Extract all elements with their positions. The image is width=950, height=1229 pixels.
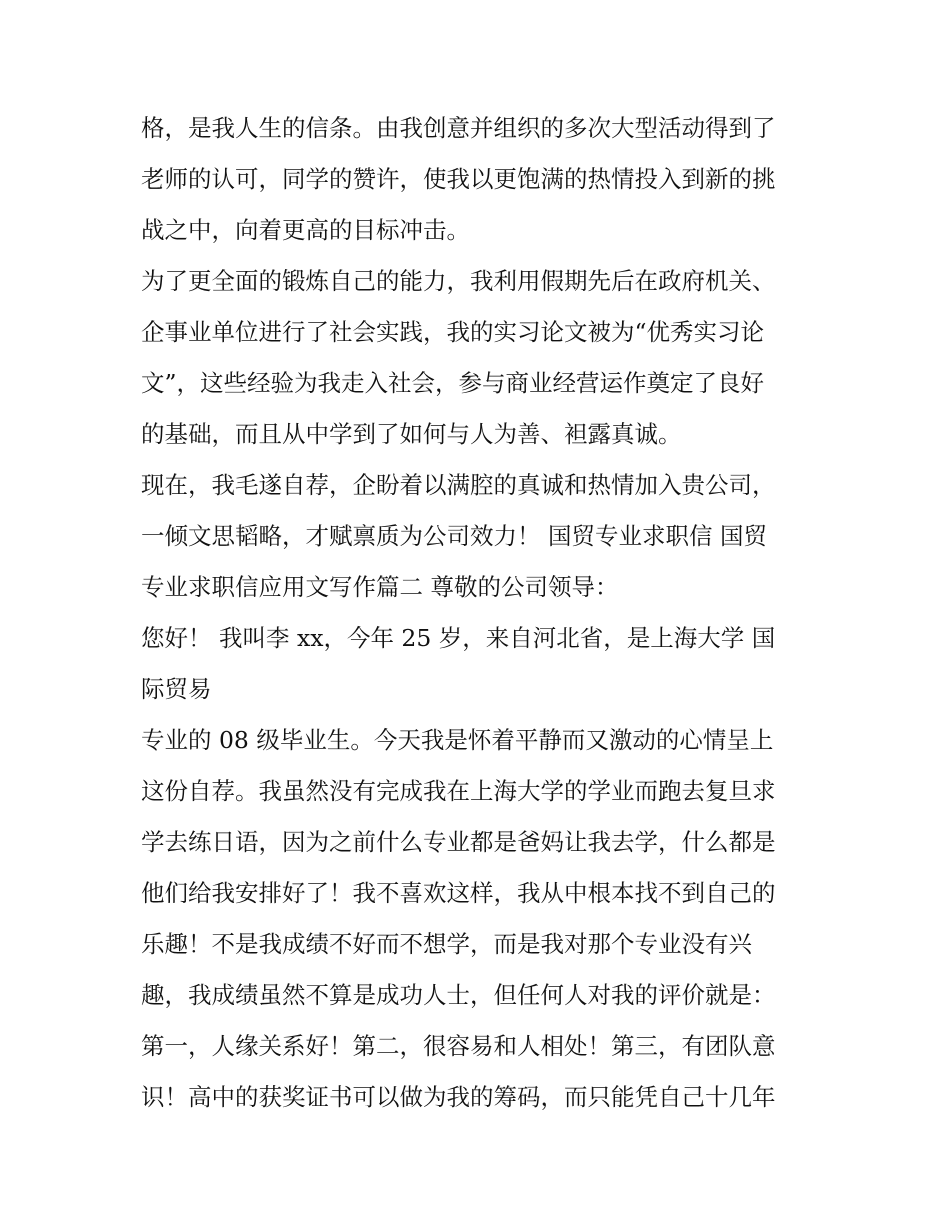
text-line-11: 您好！ 我叫李 xx，今年 25 岁，来自河北省，是上海大学 国 xyxy=(141,624,776,652)
text-line-15: 学去练日语，因为之前什么专业都是爸妈让我去学，什么都是 xyxy=(141,828,776,856)
text-line-17: 乐趣！不是我成绩不好而不想学，而是我对那个专业没有兴 xyxy=(141,930,752,958)
text-line-19: 第一，人缘关系好！第二，很容易和人相处！第三，有团队意 xyxy=(141,1032,776,1060)
text-line-7: 的基础，而且从中学到了如何与人为善、袒露真诚。 xyxy=(141,420,682,448)
document-body xyxy=(141,103,821,1123)
text-line-9: 一倾文思韬略，才赋禀质为公司效力！ 国贸专业求职信 国贸 xyxy=(141,522,767,550)
text-line-14: 这份自荐。我虽然没有完成我在上海大学的学业而跑去复旦求 xyxy=(141,777,776,805)
text-line-3: 战之中，向着更高的目标冲击。 xyxy=(141,216,470,244)
text-line-8: 现在，我毛遂自荐，企盼着以满腔的真诚和热情加入贵公司， xyxy=(141,471,776,499)
text-line-5: 企事业单位进行了社会实践，我的实习论文被为“优秀实习论 xyxy=(141,318,765,346)
text-line-13: 专业的 08 级毕业生。今天我是怀着平静而又激动的心情呈上 xyxy=(141,726,774,754)
text-line-4: 为了更全面的锻炼自己的能力，我利用假期先后在政府机关、 xyxy=(141,267,776,295)
text-line-18: 趣，我成绩虽然不算是成功人士，但任何人对我的评价就是： xyxy=(141,981,776,1009)
text-line-16: 他们给我安排好了！我不喜欢这样，我从中根本找不到自己的 xyxy=(141,879,776,907)
text-line-2: 老师的认可，同学的赞许，使我以更饱满的热情投入到新的挑 xyxy=(141,165,776,193)
text-line-20: 识！高中的获奖证书可以做为我的筹码，而只能凭自己十几年 xyxy=(141,1083,776,1111)
text-line-12: 际贸易 xyxy=(141,675,212,703)
text-line-6: 文”，这些经验为我走入社会，参与商业经营运作奠定了良好 xyxy=(141,369,765,397)
text-line-1: 格，是我人生的信条。由我创意并组织的多次大型活动得到了 xyxy=(141,114,776,142)
text-line-10: 专业求职信应用文写作篇二 尊敬的公司领导： xyxy=(141,573,619,601)
